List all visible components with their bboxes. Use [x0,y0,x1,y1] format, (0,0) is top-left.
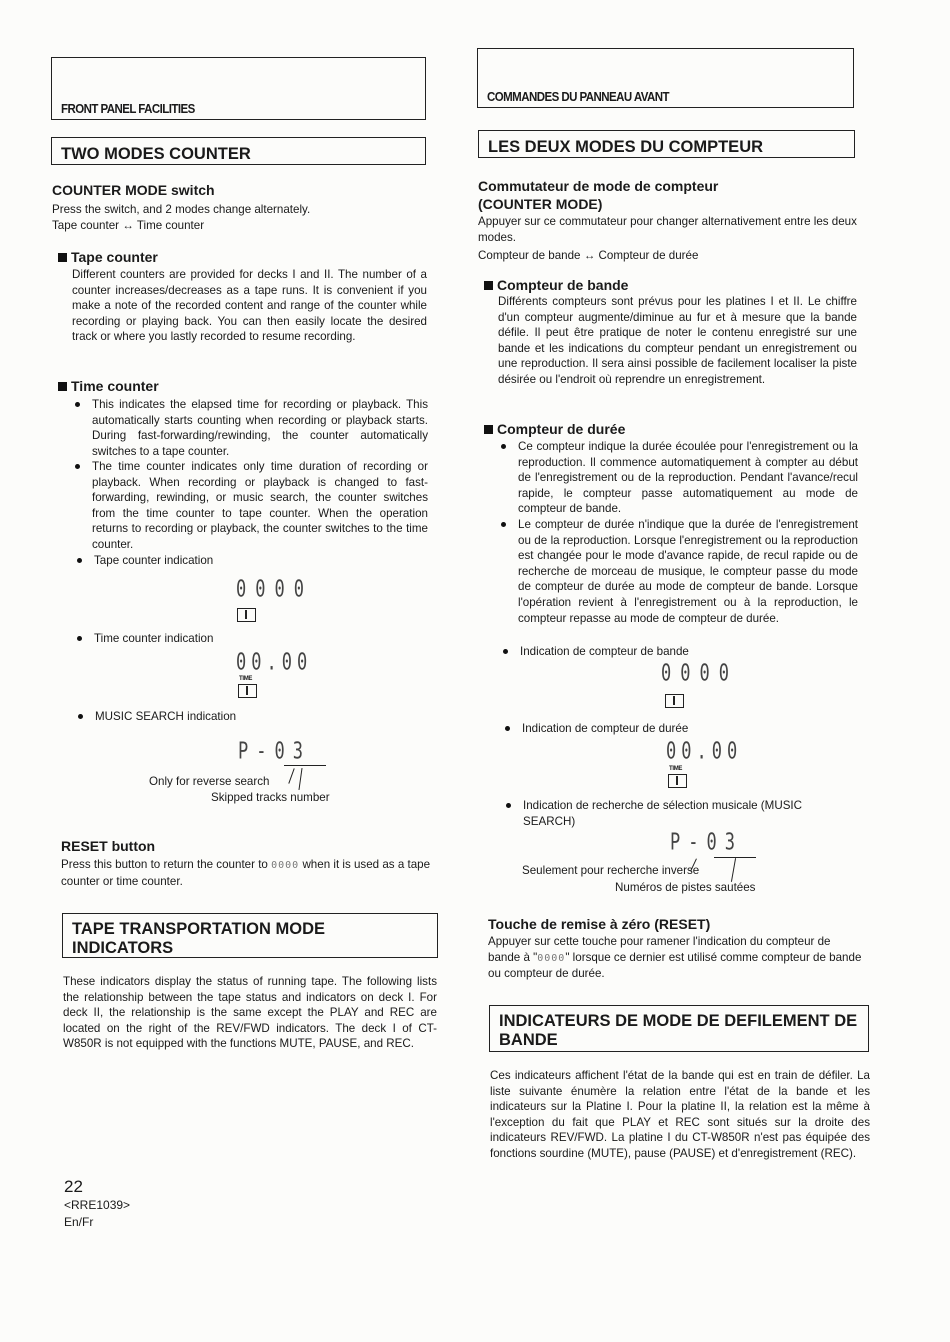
bullet-dot-icon [506,803,511,808]
fr-time-mode-icon [668,774,687,788]
en-section-two-modes-counter [51,137,426,165]
bullet-dot-icon [505,726,510,731]
bullet-dot-icon [501,522,506,527]
en-reset-title: RESET button [61,838,156,854]
document-code: <RRE1039> [64,1198,131,1212]
fr-reset-digits: 0000 [537,952,566,964]
en-counter-switch-title: COUNTER MODE switch [52,182,215,198]
fr-section-deux-modes [478,130,855,158]
fr-bullet-1: Ce compteur indique la durée écoulée pour l'enregistrement ou la reproduction. Il commence automatiquement à compter au début de l'enregistrement ou de la reproduction. Pendant l'avance/recul rapide, le compteur passe automatiquement au mode de compteur de bande. [518,439,858,517]
en-reset-digits: 0000 [271,860,300,871]
fr-section-indicateurs [489,1005,869,1052]
en-counter-switch-line2: Tape counter ↔ Time counter [52,219,205,232]
en-section2-text: These indicators display the status of running tape. The following lists the relationship between the tape status and indicators on deck I. For deck II, the relationship is the same except the PLAY and REC are located on the right of the REV/FWD indicators. The deck I of CT-W850R is not equipped with the functions MUTE, PAUSE, and REC. [63,975,437,1051]
fr-tape-mode-icon [665,694,684,708]
fr-search-note-skipped: Numéros de pistes sautées [615,881,756,894]
bullet-dot-icon [78,714,83,719]
bullet-dot-icon [77,558,82,563]
en-display-time-counter: 00.00 [236,649,313,676]
en-search-note-skipped: Skipped tracks number [211,791,330,804]
en-bullet-5: MUSIC SEARCH indication [95,709,425,725]
fr-section2-title-line1: INDICATEURS DE MODE DE DEFILEMENT DE [499,1012,858,1030]
en-section-tape-transport [62,913,438,958]
en-time-mode-icon [238,684,257,698]
fr-time-label: TIME [669,766,683,772]
en-display-tape-counter: 0000 [236,576,313,603]
language-code: En/Fr [64,1215,94,1229]
fr-counter-switch-line2: Compteur de bande ↔ Compteur de durée [478,249,699,262]
en-section2-title-line2: INDICATORS [72,939,174,957]
bullet-dot-icon [503,649,508,654]
fr-section2-text: Ces indicateurs affichent l'état de la bande qui est en train de défiler. La liste suivante énumère la relation entre l'état de la bande et les indicateurs sur la Platine I. Pour la platine II, la relation est la même à l'exception du fait que PLAY et REC sont situés sur la droite des indicateurs REV/FWD. La platine I du CT-W850R n'est pas équipée des fonctions sourdine (MUTE), pause (PAUSE) et d'enregistrement (REC). [490,1069,870,1160]
bullet-dot-icon [77,636,82,641]
fr-counter-switch-title: Commutateur de mode de compteur (COUNTER MODE) [478,178,719,212]
fr-counter-switch-text: Appuyer sur ce commutateur pour changer alternativement entre les deux modes. [478,215,857,244]
header-box-left [51,57,426,120]
en-tape-counter-title: Tape counter [58,249,158,265]
en-counter-switch-text: Press the switch, and 2 modes change alternately. [52,203,311,216]
fr-skipped-pointer-line [731,858,736,882]
en-tape-counter-text: Different counters are provided for decks I and II. The number of a counter increases/decreases as a tape runs. It is convenient if you make a note of the recorded content and range of the counter while recording or playing back. You can then easily locate the desired track or where you lastly recorded to resume recording. [72,268,427,344]
en-tape-mode-icon [237,608,256,622]
en-section2-title-line1: TAPE TRANSPORTATION MODE [72,920,325,938]
fr-section1-title: LES DEUX MODES DU COMPTEUR [488,138,764,156]
fr-reset-text: Appuyer sur cette touche pour ramener l'indication du compteur de bande à "0000" lorsque ce dernier est utilisé comme compteur de bande ou compteur de durée. [488,935,862,981]
bullet-dot-icon [501,444,506,449]
en-time-label: TIME [239,676,253,682]
bullet-dot-icon [75,402,80,407]
en-display-music-search: P-03 [238,738,311,765]
en-section1-title: TWO MODES COUNTER [61,145,251,163]
fr-tape-counter-title: Compteur de bande [484,277,628,293]
en-skipped-pointer-line [298,768,302,790]
fr-bullet-3: Indication de compteur de bande [520,644,858,660]
fr-display-music-search: P-03 [670,829,743,856]
fr-time-counter-title: Compteur de durée [484,421,625,437]
fr-search-note-reverse: Seulement pour recherche inverse [522,864,700,877]
bullet-dot-icon [75,464,80,469]
en-search-note-reverse: Only for reverse search [149,775,270,788]
en-bullet-4: Time counter indication [94,631,424,647]
en-bullet-3: Tape counter indication [94,553,424,569]
en-bullet-2: The time counter indicates only time duration of recording or playback. When recording or playback is changed to fast-forwarding, rewinding, or music search, the counter switches from the time counter to tape counter. When the operation returns to recording or playback, the counter switches to the time counter. [92,459,428,553]
fr-bullet-4: Indication de compteur de durée [522,721,858,737]
fr-bullet-2: Le compteur de durée n'indique que la durée de l'enregistrement ou de la reproduction. Lorsque l'enregistrement ou la reproduction est changée pour le mode d'avance rapide, de recul rapide ou de recherche de morceau de musique, le compteur passe du mode de compteur de durée au mode de compteur de bande. Lorsque l'opération revient à l'enregistrement ou à la reproduction, le compteur repasse au mode de compteur de durée. [518,517,858,626]
fr-tape-counter-text: Différents compteurs sont prévus pour les platines I et II. Le chiffre d'un compteur augmente/diminue au fur et à mesure que la bande défile. Il peut être pratique de noter le contenu enregistré sur une bande et les indications du compteur pendant un enregistrement ou une reproduction. Il sera ainsi possible de facilement localiser la piste désirée ou l'endroit où reprendre un enregistrement. [498,295,857,386]
page-number: 22 [64,1177,83,1196]
fr-section2-title-line2: BANDE [499,1031,558,1049]
fr-display-time-counter: 00.00 [666,738,743,765]
fr-reset-title: Touche de remise à zéro (RESET) [488,916,711,932]
header-box-right [477,48,854,108]
en-reset-text: Press this button to return the counter to 0000 when it is used as a tape counter or time counter. [61,858,431,888]
en-reverse-pointer-line [288,768,294,783]
header-left-title: FRONT PANEL FACILITIES [61,102,195,116]
en-search-underline [284,765,326,766]
en-time-counter-title: Time counter [58,378,159,394]
header-right-title: COMMANDES DU PANNEAU AVANT [487,90,670,104]
fr-bullet-5: Indication de recherche de sélection musicale (MUSIC SEARCH) [523,798,803,829]
fr-display-tape-counter: 0000 [661,660,738,687]
en-bullet-1: This indicates the elapsed time for recording or playback. This automatically starts counting when recording or playback starts. During fast-forwarding/rewinding, the counter automatically switches to a tape counter. [92,397,428,459]
